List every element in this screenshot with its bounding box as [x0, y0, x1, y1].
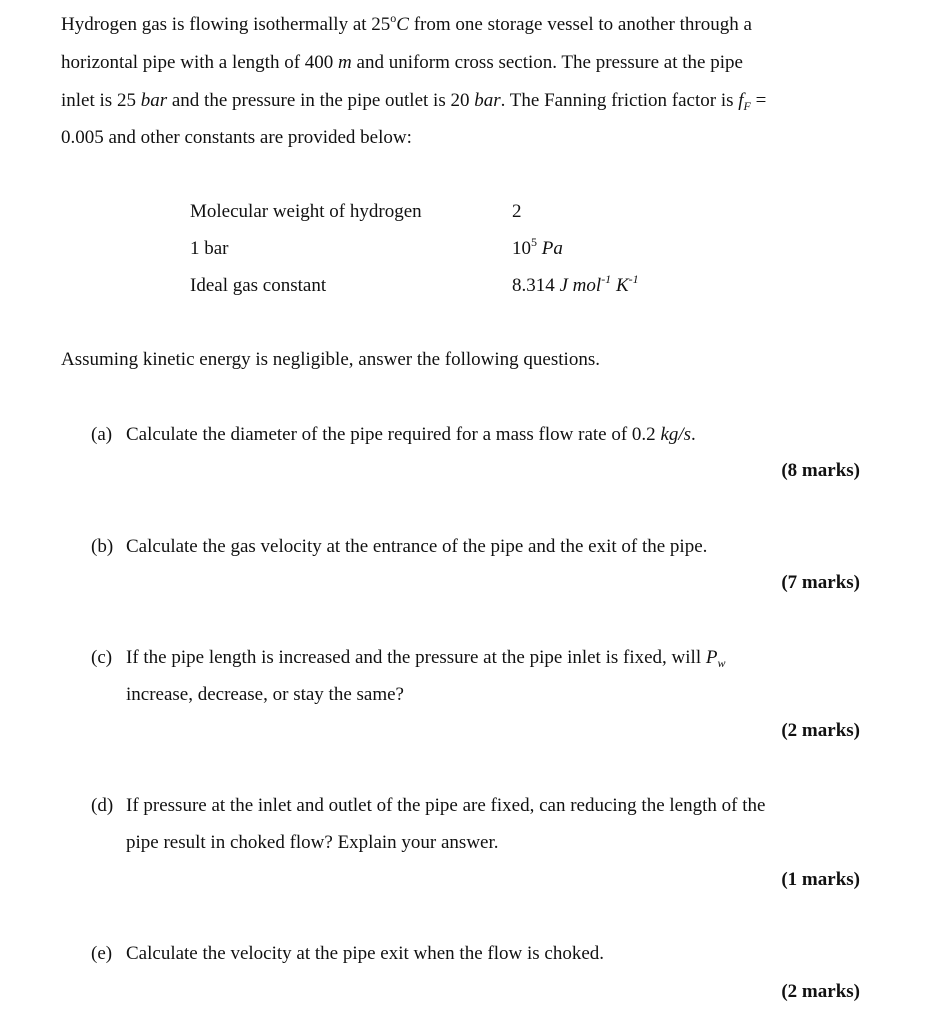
question-c-marks: (2 marks) — [781, 720, 860, 741]
intro-line-1 — [61, 11, 752, 36]
intro-text: horizontal pipe with a length of 400 — [61, 52, 339, 73]
intro-text: Hydrogen gas is flowing isothermally at 25 — [61, 14, 391, 35]
constant-value: 8.314 J mol$^{-1}$ $K^{-1}$ — [512, 272, 639, 296]
question-a-label: (a) — [91, 424, 113, 445]
question-e-label: (e) — [91, 943, 113, 964]
question-e-marks: (2 marks) — [781, 981, 860, 1002]
question-d-text: If pressure at the inlet and outlet of the pipe are fixed, can reducing the length of the — [126, 795, 766, 816]
question-b-text: Calculate the gas velocity at the entrance of the pipe and the exit of the pipe. — [126, 536, 708, 557]
question-c-text: If the pipe length is increased and the pressure at the pipe inlet is fixed, will $P_w$ — [126, 647, 726, 670]
question-d-text-2: pipe result in choked flow? Explain your answer. — [126, 832, 499, 853]
constant-name: Ideal gas constant — [190, 275, 327, 296]
unit-bar: bar — [474, 90, 501, 111]
unit-meter: m — [338, 52, 352, 73]
intro-text: and the pressure in the pipe outlet is 20 — [167, 90, 475, 111]
intro-text: and uniform cross section. The pressure at the pipe — [351, 52, 743, 73]
intro-line-2 — [61, 52, 743, 74]
intro-line-4 — [61, 127, 412, 149]
intro-text: . The Fanning friction factor is — [500, 90, 739, 111]
question-b-marks: (7 marks) — [781, 572, 860, 593]
friction-subscript: F — [743, 99, 751, 113]
constant-name: Molecular weight of hydrogen — [190, 201, 422, 222]
friction-symbol: f — [738, 90, 744, 111]
question-e-text: Calculate the velocity at the pipe exit when the flow is choked. — [126, 943, 605, 964]
question-b-label: (b) — [91, 536, 114, 557]
assumption-text: Assuming kinetic energy is negligible, answer the following questions. — [61, 349, 600, 370]
question-d-label: (d) — [91, 795, 114, 816]
intro-text: from one storage vessel to another through a — [408, 14, 752, 35]
intro-text: inlet is 25 — [61, 90, 141, 111]
unit-celsius: C — [396, 14, 409, 35]
intro-line-3 — [61, 90, 766, 112]
question-c-text-2: increase, decrease, or stay the same? — [126, 684, 404, 705]
equals-sign: = — [750, 90, 767, 111]
constant-value: 2 — [512, 201, 522, 222]
degree-superscript: o — [390, 11, 397, 25]
question-a-marks: (8 marks) — [781, 460, 860, 481]
question-c-label: (c) — [91, 647, 113, 668]
question-d-marks: (1 marks) — [781, 869, 860, 890]
intro-text: 0.005 and other constants are provided below: — [61, 127, 412, 148]
constant-name: 1 bar — [190, 238, 229, 259]
constant-value: $10^5$ Pa — [512, 235, 563, 259]
question-a-text: Calculate the diameter of the pipe required for a mass flow rate of 0.2 kg/s. — [126, 424, 696, 445]
unit-bar: bar — [140, 90, 168, 111]
